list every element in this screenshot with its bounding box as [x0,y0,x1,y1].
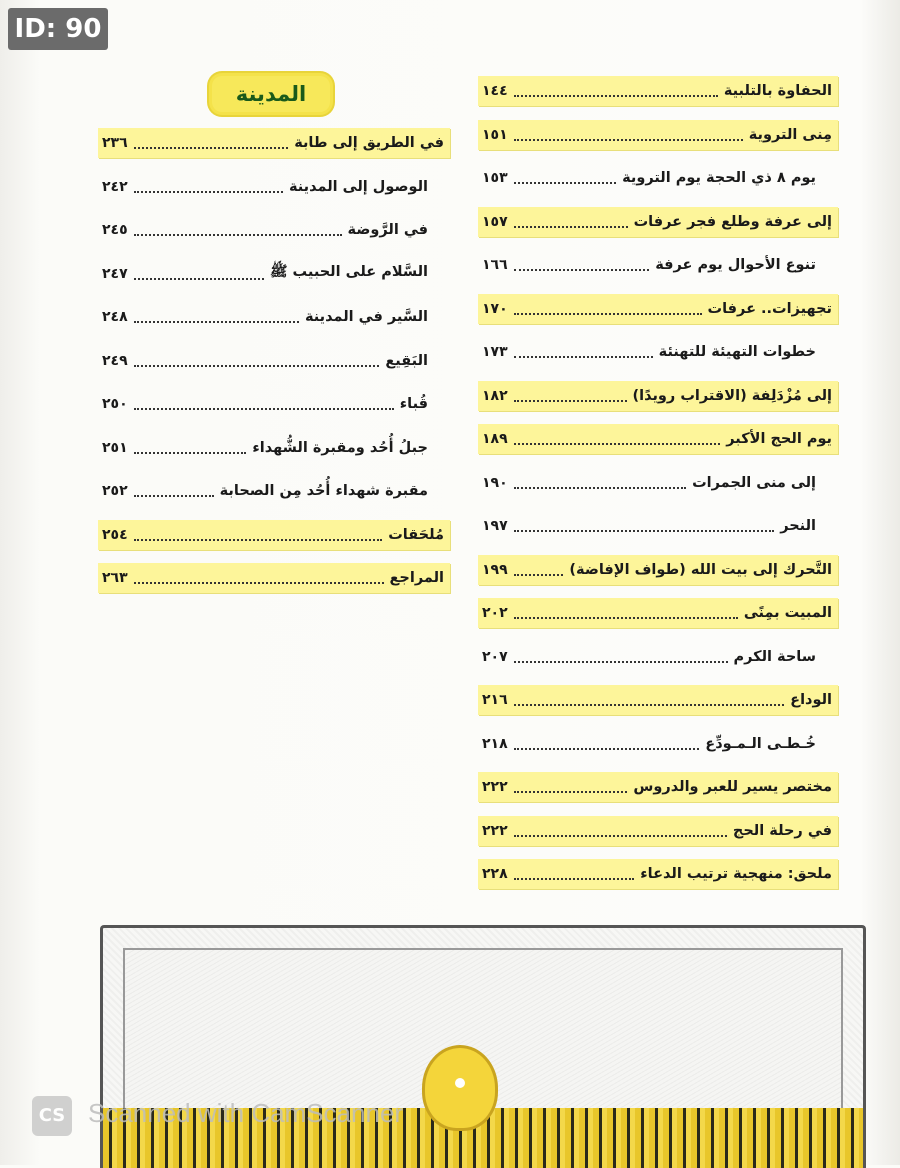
toc-entry [478,424,838,454]
toc-entry-title: الوصول إلى المدينة [288,178,428,195]
toc-page-number: ١٨٩ [482,431,508,447]
toc-entry-title: في الرَّوضة [347,222,428,238]
toc-entry-title: النحر [780,518,816,534]
toc-entry-title: البَقِيع [385,352,428,369]
toc-entry [478,207,838,237]
toc-entry [98,259,450,289]
toc-leader-dots [134,191,283,193]
toc-leader-dots [514,443,721,445]
toc-entry-title: إلى عرفة وطلع فجر عرفات [633,213,832,230]
toc-entry-title: مُلحَقات [388,526,444,543]
toc-entry-title: الوداع [790,692,832,708]
toc-entry [478,468,838,498]
toc-page-number: ٢٤٢ [102,178,128,195]
toc-entry-title: السَّير في المدينة [304,309,428,325]
toc-entry [98,172,450,202]
toc-page-number: ٢٣٦ [102,135,128,151]
toc-leader-dots [514,139,743,141]
toc-entry-title: تجهيزات.. عرفات [707,300,832,317]
toc-entry [478,772,838,802]
toc-entry-title: جبلُ أُحُد ومقبرة الشُّهداء [252,439,428,456]
toc-entry-title: المراجع [389,570,444,586]
id-badge: ID: 90 [8,8,108,50]
toc-leader-dots [514,269,650,271]
toc-page-number: ١٥٧ [482,213,508,230]
decorative-frame-image [100,925,866,1168]
toc-page-number: ٢٢٨ [482,866,508,882]
toc-leader-dots [134,408,394,410]
toc-entry [478,163,838,193]
toc-leader-dots [514,574,564,576]
toc-leader-dots [514,95,718,97]
toc-leader-dots [134,539,383,541]
toc-page-number: ١٨٢ [482,387,508,404]
toc-leader-dots [514,530,775,532]
toc-entry-title: في رحلة الحج [732,822,832,839]
toc-entry [478,294,838,324]
toc-leader-dots [134,365,380,367]
toc-page-number: ٢٤٩ [102,352,128,369]
toc-entry-title: ساحة الكرم [733,648,816,665]
toc-entry [98,128,450,158]
toc-right-column [478,76,838,903]
toc-entry-title: الحفاوة بالتلبية [723,83,832,99]
toc-entry-title: إلى مُزْدَلِفة (الاقتراب رويدًا) [632,387,832,404]
toc-page-number: ٢٢٢ [482,779,508,795]
toc-entry [478,76,838,106]
toc-leader-dots [514,400,627,402]
toc-page-number: ١٧٠ [482,300,508,317]
toc-leader-dots [514,182,616,184]
toc-entry [478,337,838,367]
toc-leader-dots [514,226,628,228]
toc-entry [478,859,838,889]
toc-leader-dots [514,791,628,793]
toc-page-number: ٢٥٠ [102,396,128,412]
toc-entry-title: مقبرة شهداء أُحُد مِن الصحابة [219,483,428,499]
toc-leader-dots [134,321,299,323]
toc-leader-dots [134,234,342,236]
toc-entry [98,433,450,463]
toc-entry [98,215,450,245]
toc-page-number: ١٩٧ [482,518,508,534]
toc-page-number: ١٤٤ [482,83,508,99]
toc-leader-dots [514,661,728,663]
toc-leader-dots [514,313,702,315]
toc-leader-dots [514,748,700,750]
toc-leader-dots [514,356,653,358]
toc-entry-title: مِنى التروية [748,126,832,143]
toc-page-number: ٢٤٨ [102,309,128,325]
scanner-watermark: Scanned with CamScanner [88,1098,404,1128]
toc-entry [478,511,838,541]
toc-page-number: ٢٢٢ [482,822,508,839]
gold-medallion-ornament [425,1048,495,1128]
toc-entry [98,302,450,332]
toc-page-number: ١٧٣ [482,344,508,360]
toc-entry-title: تنوع الأحوال يوم عرفة [655,257,816,273]
toc-entry [478,685,838,715]
toc-entry-title: المبيت بمِنًى [743,605,832,621]
toc-entry [478,729,838,759]
toc-leader-dots [134,147,289,149]
toc-entry [98,563,450,593]
toc-entry [478,381,838,411]
toc-leader-dots [134,582,384,584]
toc-page-number: ٢٤٥ [102,222,128,238]
toc-entry-title: في الطريق إلى طابة [294,135,444,151]
toc-entry-title: خطوات التهيئة للتهنئة [658,344,816,360]
toc-page-number: ١٦٦ [482,257,508,273]
toc-leader-dots [134,278,264,280]
toc-leader-dots [514,617,738,619]
toc-entry-title: التَّحرك إلى بيت الله (طواف الإفاضة) [569,561,832,578]
toc-leader-dots [514,835,727,837]
camscanner-logo-icon: CS [32,1096,72,1136]
toc-entry-title: ملحق: منهجية ترتيب الدعاء [640,866,832,882]
toc-page-number: ١٩٠ [482,474,508,491]
toc-page-number: ١٩٩ [482,561,508,578]
toc-entry-title: قُباء [399,396,428,412]
toc-page-number: ٢١٦ [482,692,508,708]
toc-page-number: ٢٥١ [102,439,128,456]
toc-entry [478,816,838,846]
toc-leader-dots [514,878,635,880]
toc-entry [98,476,450,506]
toc-page-number: ٢٥٤ [102,526,128,543]
toc-page-number: ٢٥٢ [102,483,128,499]
section-title-badge: المدينة [212,76,330,112]
toc-page-number: ٢٠٧ [482,648,508,665]
toc-page-number: ٢١٨ [482,735,508,752]
toc-leader-dots [514,704,785,706]
toc-entry-title: خُـطـى الـمـودِّع [705,735,816,752]
toc-entry [98,520,450,550]
toc-entry-title: إلى منى الجمرات [692,474,816,491]
toc-entry [478,598,838,628]
toc-page-number: ٢٦٣ [102,570,128,586]
toc-leader-dots [134,452,247,454]
toc-leader-dots [134,495,214,497]
toc-entry-title: مختصر يسير للعبر والدروس [633,779,832,795]
toc-entry [98,389,450,419]
toc-entry-title: يوم الحج الأكبر [726,431,832,447]
toc-entry [98,346,450,376]
toc-page-number: ١٥٣ [482,170,508,186]
toc-entry-title: يوم ٨ ذي الحجة يوم التروية [622,170,816,186]
toc-leader-dots [514,487,686,489]
toc-page-number: ٢٤٧ [102,265,128,282]
toc-entry-title: السَّلام على الحبيب ﷺ [269,264,428,280]
toc-page-number: ١٥١ [482,126,508,143]
toc-left-column [98,128,450,607]
medallion-center-dot [455,1078,465,1088]
toc-page-number: ٢٠٢ [482,605,508,621]
toc-entry [478,120,838,150]
toc-entry [478,642,838,672]
toc-entry [478,250,838,280]
toc-entry [478,555,838,585]
